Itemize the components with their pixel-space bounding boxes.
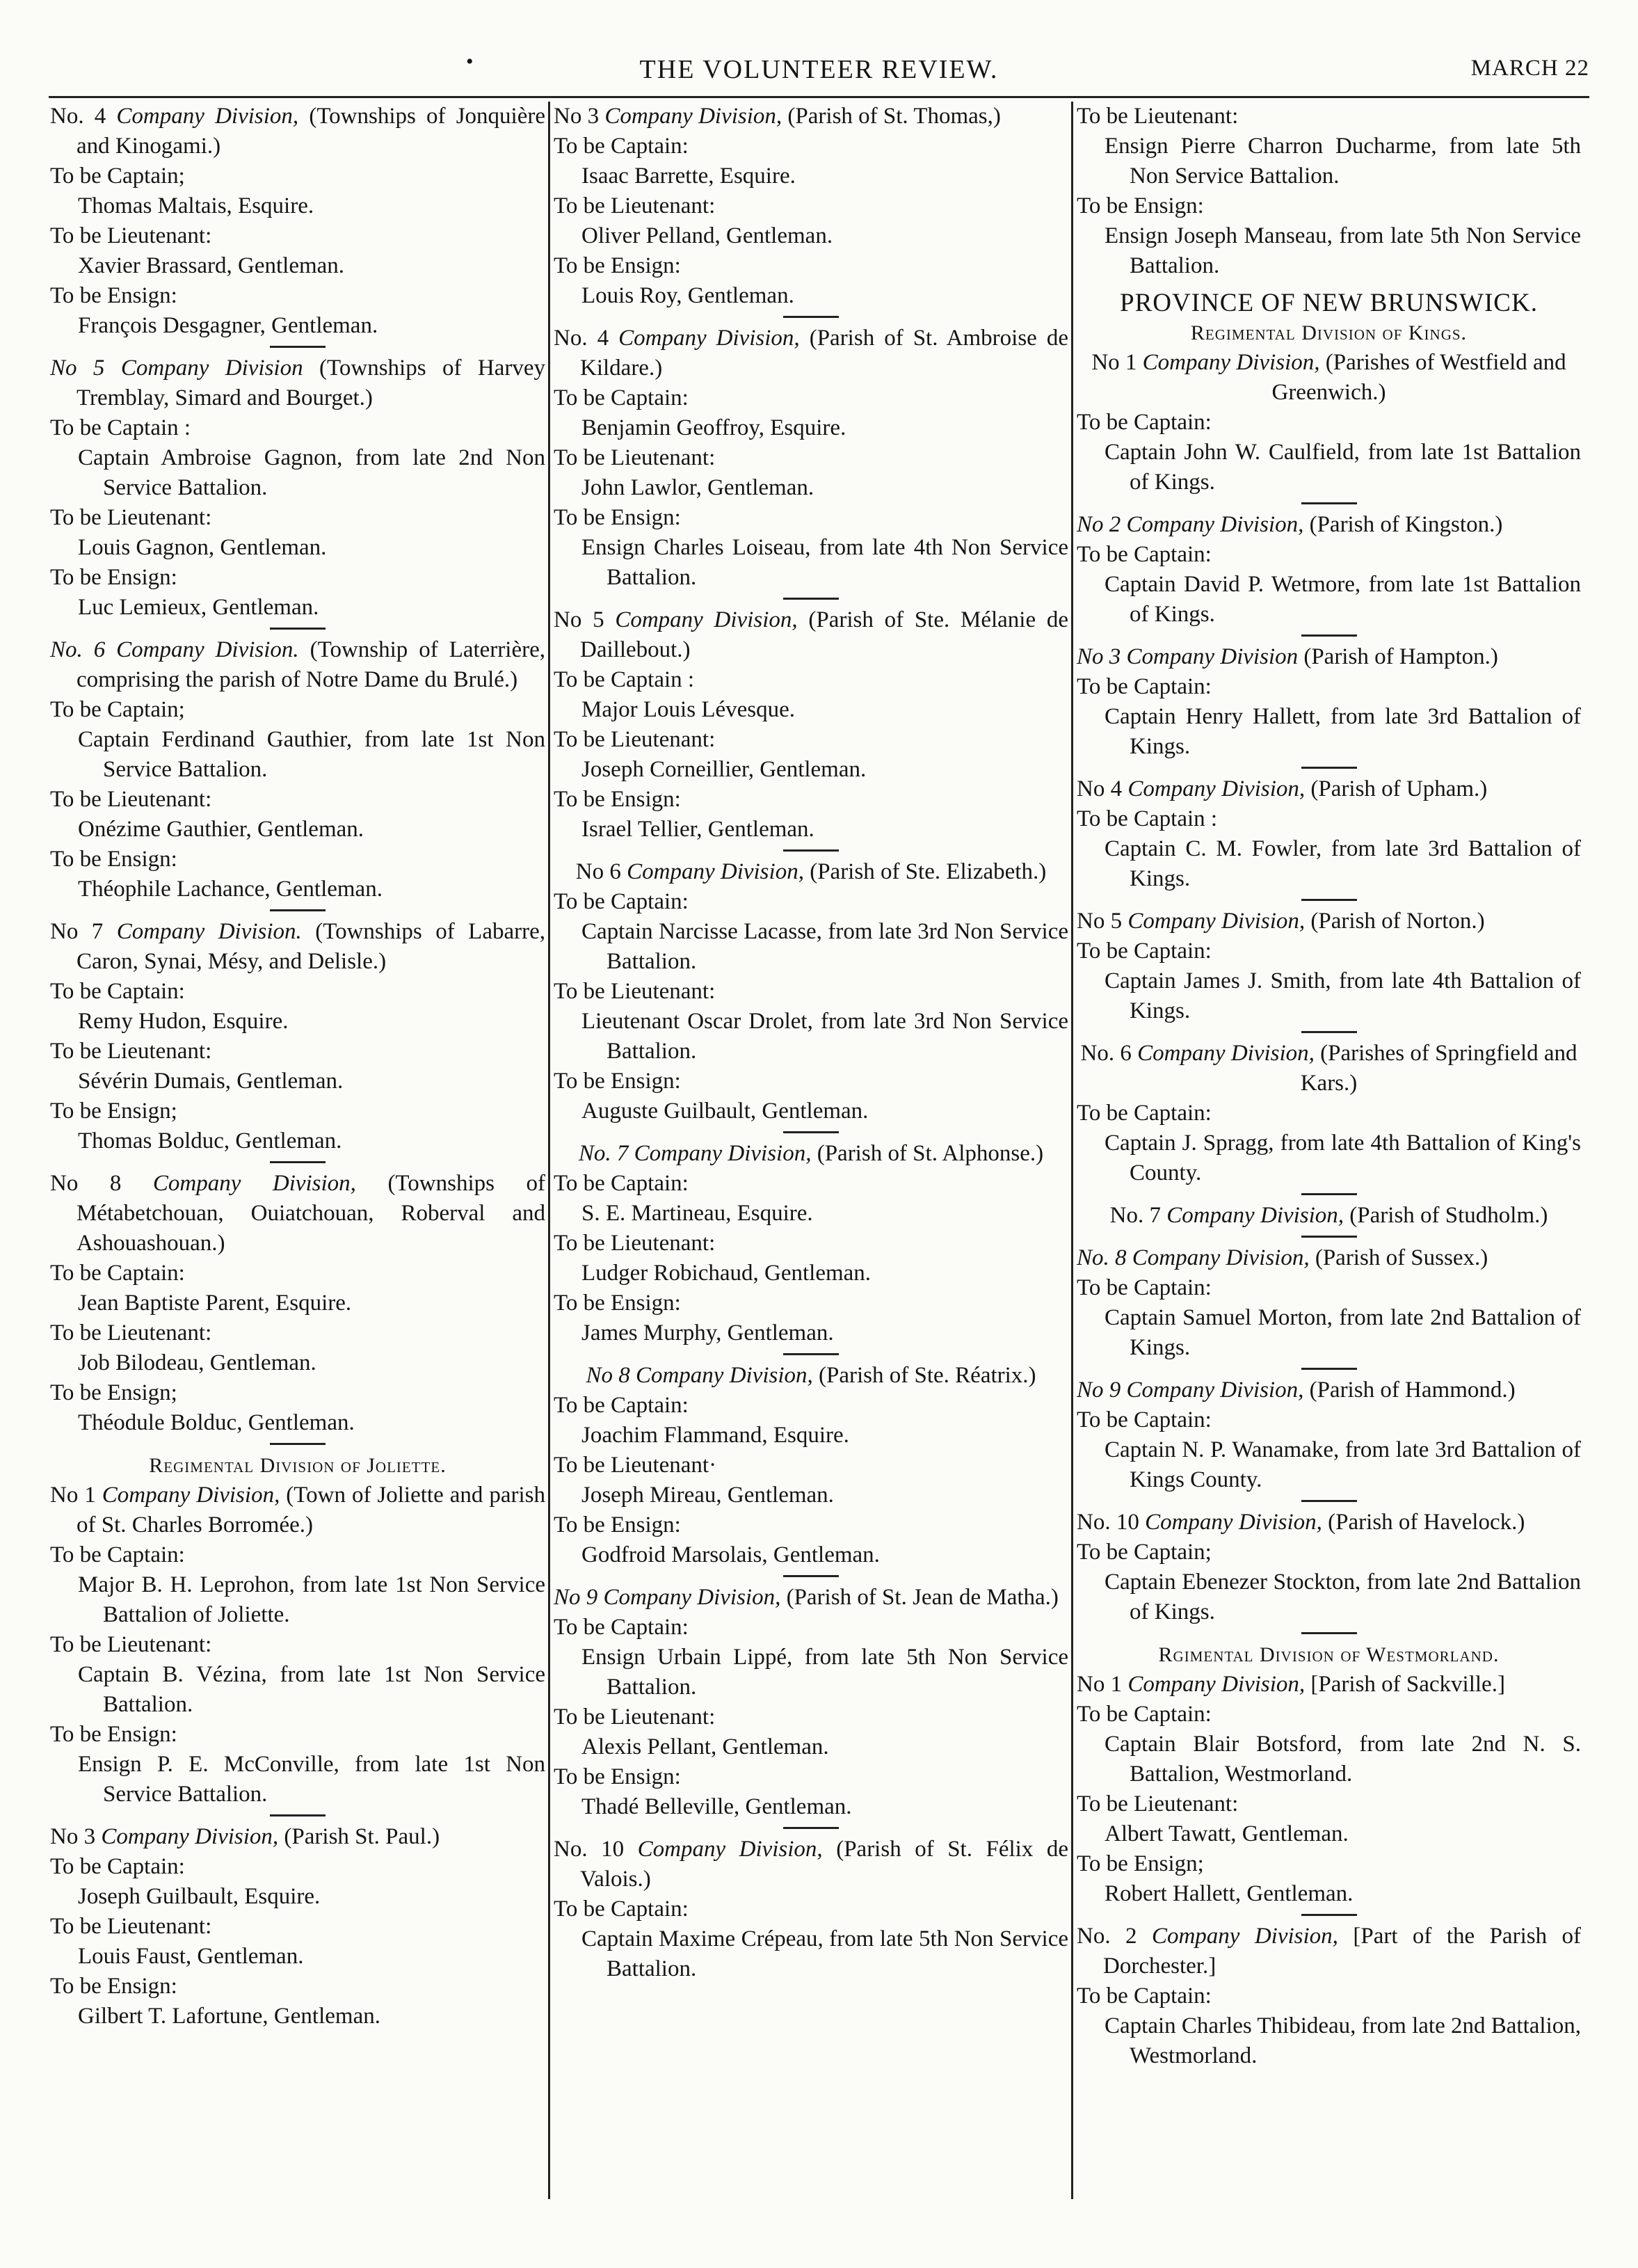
division-text: (Parish of St. Félix de Valois.): [580, 1837, 1068, 1892]
appointee-name: Captain J. Spragg, from late 4th Battalion of King's County.: [1105, 1131, 1581, 1185]
division-text: No 1: [1091, 350, 1143, 375]
appointee-name: Jean Baptiste Parent, Esquire.: [78, 1291, 352, 1316]
company-division-heading: [1077, 1508, 1581, 1538]
column-divider: [1071, 102, 1073, 2199]
division-label: Company Division,: [1151, 1924, 1338, 1949]
rank-label: To be Captain:: [1077, 939, 1212, 964]
appointee-name: Albert Tawatt, Gentleman.: [1105, 1821, 1349, 1846]
division-label: No 5 Company Division: [50, 356, 303, 381]
company-division-heading: [554, 1583, 1068, 1613]
rank-label: To be Captain:: [554, 1896, 689, 1922]
company-division-heading: [554, 605, 1068, 665]
rank-label: To be Captain:: [1077, 1407, 1212, 1432]
appointee-name: Luc Lemieux, Gentleman.: [78, 595, 319, 620]
appointee-name: Ensign Charles Loiseau, from late 4th Non Service Battalion.: [581, 535, 1068, 590]
company-division-heading: [1077, 1922, 1581, 1981]
division-label: No. 7 Company Division,: [578, 1141, 812, 1166]
division-text: (Parish of Studholm.): [1344, 1203, 1548, 1228]
division-label: Company Division,: [1127, 909, 1306, 934]
appointee-name: Remy Hudon, Esquire.: [78, 1009, 289, 1034]
appointee-name: Job Bilodeau, Gentleman.: [78, 1350, 316, 1375]
appointee-name: François Desgagner, Gentleman.: [78, 313, 378, 338]
division-text: (Parish of Havelock.): [1322, 1510, 1525, 1535]
column-2: [554, 102, 1068, 1984]
appointee-name: Joseph Corneillier, Gentleman.: [581, 757, 867, 782]
rank-label: To be Lieutenant:: [554, 193, 716, 218]
rank-label: To be Captain:: [1077, 1101, 1212, 1126]
section-separator: [1301, 1368, 1357, 1370]
appointee-name: John Lawlor, Gentleman.: [581, 475, 814, 500]
rank-label: To be Captain:: [50, 979, 185, 1004]
appointee-name: Sévérin Dumais, Gentleman.: [78, 1069, 344, 1094]
company-division-heading: [554, 1835, 1068, 1894]
division-text: (Parish of Ste. Elizabeth.): [803, 859, 1047, 884]
division-text: No 5: [554, 607, 616, 632]
division-text: No. 4: [554, 326, 619, 351]
province-heading: PROVINCE OF NEW BRUNSWICK.: [1120, 289, 1538, 317]
column-1: [50, 102, 545, 2031]
company-division-heading: [1077, 510, 1581, 540]
appointee-name: Louis Roy, Gentleman.: [581, 283, 794, 308]
rank-label: To be Captain:: [1077, 542, 1212, 567]
division-text: No. 4: [50, 104, 117, 129]
division-text: (Townships of Jonquière and Kinogami.): [77, 104, 545, 159]
appointee-name: Isaac Barrette, Esquire.: [581, 163, 796, 189]
division-label: Company Division,: [116, 104, 299, 129]
appointee-name: Xavier Brassard, Gentleman.: [78, 253, 345, 278]
division-text: (Parish of Kingston.): [1303, 512, 1503, 537]
rank-label: To be Ensign:: [554, 253, 681, 278]
regimental-division-heading: Regimental Division of Kings.: [1190, 321, 1468, 344]
division-text: No 8: [50, 1171, 153, 1196]
rank-label: To be Ensign:: [1077, 193, 1204, 218]
rank-label: To be Ensign:: [50, 283, 177, 308]
section-separator: [1301, 899, 1357, 901]
division-text: No 1: [1077, 1672, 1128, 1697]
division-text: (Townships of Métabetchouan, Ouiatchouan, Roberval and Ashouashouan.): [77, 1171, 545, 1256]
section-separator: [783, 316, 839, 318]
appointee-name: Gilbert T. Lafortune, Gentleman.: [78, 2004, 380, 2029]
division-label: No 2 Company Division,: [1077, 512, 1304, 537]
appointee-name: Ludger Robichaud, Gentleman.: [581, 1261, 872, 1286]
company-division-heading: [1077, 1201, 1581, 1231]
company-division-heading: [554, 324, 1068, 383]
appointee-name: Thomas Bolduc, Gentleman.: [78, 1128, 342, 1153]
appointee-name: Théodule Bolduc, Gentleman.: [78, 1410, 355, 1435]
appointee-name: Auguste Guilbault, Gentleman.: [581, 1099, 869, 1124]
division-label: Company Division,: [101, 1824, 279, 1849]
section-separator: [783, 1827, 839, 1829]
rank-label: To be Captain :: [554, 667, 695, 692]
rank-label: To be Captain:: [50, 1542, 185, 1567]
rank-label: To be Lieutenant:: [554, 1704, 716, 1730]
division-text: (Parishes of Westfield and Greenwich.): [1271, 350, 1566, 405]
division-label: Company Division,: [618, 326, 800, 351]
regimental-division-heading: Regimental Division of Joliette.: [149, 1454, 447, 1477]
appointee-name: Robert Hallett, Gentleman.: [1105, 1881, 1354, 1906]
division-text: No 1: [50, 1483, 102, 1508]
division-text: No. 7: [1109, 1203, 1167, 1228]
rank-label: To be Lieutenant:: [554, 727, 716, 752]
appointee-name: Major Louis Lévesque.: [581, 697, 796, 722]
appointee-name: Captain B. Vézina, from late 1st Non Service Battalion.: [78, 1662, 545, 1717]
division-label: Company Division,: [1137, 1041, 1315, 1066]
division-text: No 6: [575, 859, 627, 884]
section-separator: [1301, 1236, 1357, 1238]
rank-label: To be Lieutenant·: [554, 1453, 717, 1478]
company-division-heading: [1077, 1375, 1581, 1405]
division-label: Company Division,: [604, 104, 782, 129]
company-division-heading: [554, 1361, 1068, 1391]
appointee-name: Alexis Pellant, Gentleman.: [581, 1734, 829, 1759]
appointee-name: S. E. Martineau, Esquire.: [581, 1201, 813, 1226]
appointee-name: Captain Ebenezer Stockton, from late 2nd Battalion of Kings.: [1105, 1570, 1581, 1624]
division-label: No 9 Company Division,: [1077, 1377, 1304, 1403]
appointee-name: Thadé Belleville, Gentleman.: [581, 1794, 852, 1819]
rank-label: To be Captain:: [50, 1261, 185, 1286]
division-text: [Part of the Parish of Dorchester.]: [1103, 1924, 1581, 1979]
regimental-division-heading: Rgimental Division of Westmorland.: [1158, 1643, 1500, 1666]
rank-label: To be Captain:: [50, 1854, 185, 1879]
appointee-name: Ensign P. E. McConville, from late 1st Non Service Battalion.: [78, 1752, 545, 1807]
company-division-heading: [1077, 1243, 1581, 1273]
division-label: Company Division,: [1142, 350, 1320, 375]
rank-label: To be Captain :: [1077, 806, 1218, 831]
division-label: Company Division,: [615, 607, 798, 632]
appointee-name: Captain Samuel Morton, from late 2nd Battalion of Kings.: [1105, 1305, 1581, 1360]
section-separator: [1301, 502, 1357, 504]
company-division-heading: [1077, 1039, 1581, 1099]
division-label: Company Division.: [116, 919, 302, 944]
company-division-heading: [50, 353, 545, 413]
appointee-name: Ensign Pierre Charron Ducharme, from late 5th Non Service Battalion.: [1105, 134, 1581, 189]
division-text: No. 10: [1077, 1510, 1146, 1535]
appointee-name: Ensign Urbain Lippé, from late 5th Non Service Battalion.: [581, 1645, 1068, 1700]
appointee-name: Lieutenant Oscar Drolet, from late 3rd Non Service Battalion.: [581, 1009, 1068, 1064]
appointee-name: Captain Ambroise Gagnon, from late 2nd Non Service Battalion.: [78, 445, 545, 500]
appointee-name: Captain C. M. Fowler, from late 3rd Battalion of Kings.: [1105, 836, 1581, 891]
appointee-name: Captain Ferdinand Gauthier, from late 1st Non Service Battalion.: [78, 727, 545, 782]
appointee-name: Captain James J. Smith, from late 4th Battalion of Kings.: [1105, 968, 1581, 1023]
appointee-name: Joseph Guilbault, Esquire.: [78, 1884, 321, 1909]
column-3: [1077, 102, 1581, 2071]
rank-label: To be Ensign:: [554, 1069, 681, 1094]
appointee-name: Captain John W. Caulfield, from late 1st Battalion of Kings.: [1105, 440, 1581, 495]
company-division-heading: [554, 857, 1068, 887]
division-text: (Parishes of Springfield and Kars.): [1300, 1041, 1577, 1096]
page-header: [49, 49, 1589, 97]
division-text: (Parish of Norton.): [1305, 909, 1485, 934]
rank-label: To be Captain:: [1077, 1702, 1212, 1727]
division-text: (Parish St. Paul.): [278, 1824, 440, 1849]
rank-label: To be Lieutenant:: [50, 1039, 212, 1064]
rank-label: To be Lieutenant:: [50, 1320, 212, 1345]
division-text: (Parish of Sussex.): [1309, 1245, 1488, 1270]
company-division-heading: [50, 635, 545, 695]
section-separator: [270, 346, 326, 348]
rank-label: To be Captain;: [50, 163, 185, 189]
appointee-name: Benjamin Geoffroy, Esquire.: [581, 415, 846, 440]
appointee-name: Captain Blair Botsford, from late 2nd N. S. Battalion, Westmorland.: [1105, 1732, 1581, 1787]
division-text: (Parish of Hampton.): [1298, 644, 1498, 669]
company-division-heading: [50, 1169, 545, 1259]
rank-label: To be Ensign:: [50, 565, 177, 590]
division-label: Company Division,: [102, 1483, 280, 1508]
company-division-heading: [50, 1480, 545, 1540]
section-separator: [1301, 1193, 1357, 1195]
division-label: No 8 Company Division,: [586, 1363, 813, 1388]
section-separator: [783, 598, 839, 600]
division-label: Company Division,: [1127, 776, 1306, 801]
rank-label: To be Captain:: [554, 385, 689, 410]
rank-label: To be Captain:: [1077, 1275, 1212, 1300]
appointee-name: Captain N. P. Wanamake, from late 3rd Battalion of Kings County.: [1105, 1437, 1581, 1492]
appointee-name: Joseph Mireau, Gentleman.: [581, 1483, 834, 1508]
division-text: [Parish of Sackville.]: [1305, 1672, 1505, 1697]
company-division-heading: [1077, 642, 1581, 672]
appointee-name: Godfroid Marsolais, Gentleman.: [581, 1542, 880, 1567]
rank-label: To be Ensign;: [50, 1380, 177, 1405]
division-text: No 7: [50, 919, 117, 944]
division-label: No 9 Company Division,: [554, 1585, 781, 1610]
division-text: (Townships of Harvey Tremblay, Simard and Bourget.): [77, 356, 545, 410]
rank-label: To be Lieutenant:: [554, 445, 716, 470]
rank-label: To be Ensign:: [554, 505, 681, 530]
section-separator: [270, 1814, 326, 1816]
section-separator: [270, 628, 326, 630]
rank-label: To be Ensign:: [50, 1722, 177, 1747]
header-dot: •: [466, 50, 474, 73]
rank-label: To be Captain:: [554, 1393, 689, 1418]
division-label: Company Division,: [1166, 1203, 1344, 1228]
appointee-name: Major B. H. Leprohon, from late 1st Non Service Battalion of Joliette.: [78, 1572, 545, 1627]
appointee-name: Thomas Maltais, Esquire.: [78, 193, 314, 218]
rank-label: To be Lieutenant:: [1077, 1791, 1239, 1816]
company-division-heading: [50, 917, 545, 977]
section-separator: [783, 1131, 839, 1133]
division-text: (Townships of Labarre, Caron, Synai, Mésy, and Delisle.): [77, 919, 545, 974]
rank-label: To be Captain;: [1077, 1540, 1212, 1565]
rank-label: To be Ensign;: [1077, 1851, 1204, 1876]
division-label: No 3 Company Division: [1077, 644, 1299, 669]
division-text: (Parish of St. Thomas,): [782, 104, 1001, 129]
company-division-heading: [1077, 348, 1581, 408]
rank-label: To be Lieutenant:: [1077, 104, 1239, 129]
division-text: No. 6: [1080, 1041, 1138, 1066]
appointee-name: Louis Gagnon, Gentleman.: [78, 535, 327, 560]
rank-label: To be Lieutenant:: [50, 787, 212, 812]
section-separator: [783, 1575, 839, 1577]
division-label: Company Division,: [152, 1171, 356, 1196]
publication-title: THE VOLUNTEER REVIEW.: [639, 55, 999, 84]
company-division-heading: [50, 1822, 545, 1852]
section-separator: [270, 1161, 326, 1163]
appointee-name: Louis Faust, Gentleman.: [78, 1944, 304, 1969]
section-separator: [1301, 767, 1357, 769]
division-label: Company Division,: [637, 1837, 823, 1862]
appointee-name: Captain Charles Thibideau, from late 2nd Battalion, Westmorland.: [1105, 2013, 1581, 2068]
rank-label: To be Lieutenant:: [50, 1914, 212, 1939]
rank-label: To be Captain:: [554, 134, 689, 159]
rank-label: To be Captain:: [554, 889, 689, 914]
rank-label: To be Lieutenant:: [554, 979, 716, 1004]
division-label: No. 8 Company Division,: [1077, 1245, 1310, 1270]
rank-label: To be Ensign;: [50, 1099, 177, 1124]
division-text: (Parish of St. Alphonse.): [811, 1141, 1044, 1166]
appointee-name: James Murphy, Gentleman.: [581, 1320, 834, 1345]
section-separator: [783, 849, 839, 852]
section-separator: [1301, 1500, 1357, 1502]
appointee-name: Théophile Lachance, Gentleman.: [78, 877, 383, 902]
rank-label: To be Lieutenant:: [50, 505, 212, 530]
division-label: Company Division,: [1145, 1510, 1322, 1535]
division-text: (Parish of St. Ambroise de Kildare.): [580, 326, 1068, 381]
rank-label: To be Lieutenant:: [554, 1231, 716, 1256]
appointee-name: Captain David P. Wetmore, from late 1st Battalion of Kings.: [1105, 572, 1581, 627]
division-text: (Parish of Ste. Mélanie de Daillebout.): [580, 607, 1068, 662]
rank-label: To be Ensign:: [554, 787, 681, 812]
section-separator: [1301, 1031, 1357, 1033]
company-division-heading: [554, 102, 1068, 131]
division-label: No. 6 Company Division.: [50, 637, 299, 662]
rank-label: To be Captain:: [1077, 410, 1212, 435]
division-text: No. 2: [1077, 1924, 1152, 1949]
division-label: Company Division,: [1127, 1672, 1306, 1697]
division-text: (Parish of Hammond.): [1303, 1377, 1516, 1403]
division-text: No 5: [1077, 909, 1128, 934]
division-text: No 3: [50, 1824, 102, 1849]
division-text: (Parish of St. Jean de Matha.): [780, 1585, 1059, 1610]
column-divider: [548, 102, 550, 2199]
rank-label: To be Captain;: [50, 697, 185, 722]
division-text: (Township of Laterrière, comprising the parish of Notre Dame du Brulé.): [77, 637, 545, 692]
division-text: No. 10: [554, 1837, 638, 1862]
appointee-name: Onézime Gauthier, Gentleman.: [78, 817, 364, 842]
rank-label: To be Captain:: [554, 1171, 689, 1196]
appointee-name: Oliver Pelland, Gentleman.: [581, 223, 833, 248]
company-division-heading: [554, 1139, 1068, 1169]
section-separator: [1301, 634, 1357, 637]
division-text: No 4: [1077, 776, 1128, 801]
company-division-heading: [1077, 907, 1581, 936]
rank-label: To be Captain:: [1077, 1983, 1212, 2009]
rank-label: To be Lieutenant:: [50, 223, 212, 248]
division-text: (Parish of Ste. Réatrix.): [812, 1363, 1036, 1388]
appointee-name: Israel Tellier, Gentleman.: [581, 817, 814, 842]
rank-label: To be Captain:: [1077, 674, 1212, 699]
rank-label: To be Lieutenant:: [50, 1632, 212, 1657]
division-text: (Town of Joliette and parish of St. Charles Borromée.): [77, 1483, 545, 1538]
section-separator: [270, 1443, 326, 1445]
division-text: No 3: [554, 104, 605, 129]
issue-date: MARCH 22: [1470, 56, 1589, 81]
appointee-name: Captain Narcisse Lacasse, from late 3rd Non Service Battalion.: [581, 919, 1068, 974]
section-separator: [1301, 1914, 1357, 1916]
rank-label: To be Ensign:: [50, 1974, 177, 1999]
division-text: (Parish of Upham.): [1305, 776, 1488, 801]
section-separator: [1301, 1632, 1357, 1634]
company-division-heading: [1077, 774, 1581, 804]
appointee-name: Captain Maxime Crépeau, from late 5th Non Service Battalion.: [581, 1926, 1068, 1981]
appointee-name: Joachim Flammand, Esquire.: [581, 1423, 849, 1448]
rank-label: To be Captain :: [50, 415, 191, 440]
rank-label: To be Ensign:: [50, 847, 177, 872]
section-separator: [783, 1353, 839, 1355]
company-division-heading: [50, 102, 545, 161]
header-rule: [49, 96, 1589, 98]
rank-label: To be Ensign:: [554, 1291, 681, 1316]
division-label: Company Division,: [627, 859, 804, 884]
rank-label: To be Ensign:: [554, 1764, 681, 1789]
section-separator: [270, 909, 326, 911]
rank-label: To be Ensign:: [554, 1512, 681, 1538]
rank-label: To be Captain:: [554, 1615, 689, 1640]
appointee-name: Ensign Joseph Manseau, from late 5th Non Service Battalion.: [1105, 223, 1581, 278]
company-division-heading: [1077, 1670, 1581, 1700]
appointee-name: Captain Henry Hallett, from late 3rd Battalion of Kings.: [1105, 704, 1581, 759]
